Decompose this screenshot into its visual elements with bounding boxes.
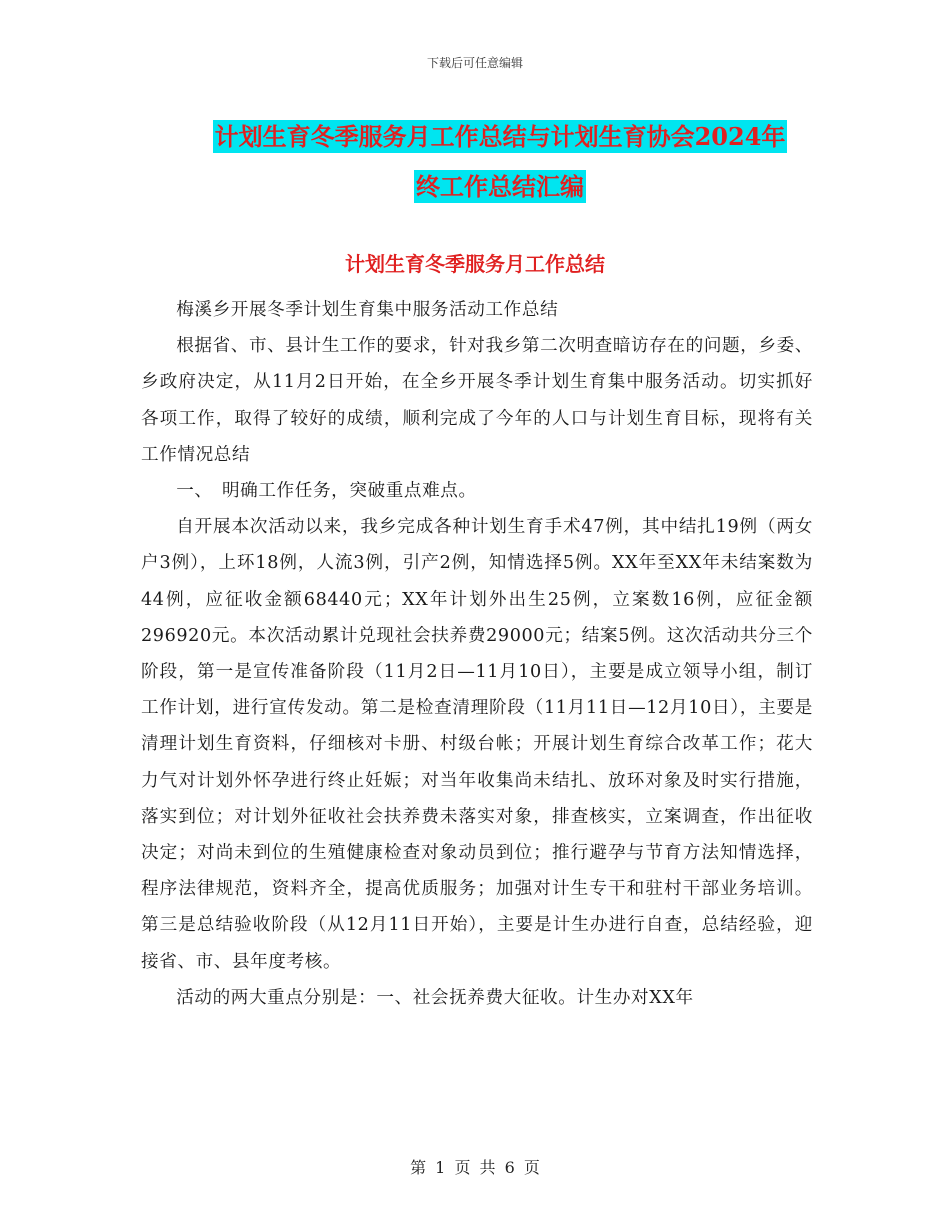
paragraph-heading-1: 一、 明确工作任务，突破重点难点。 (176, 481, 477, 502)
body-text (141, 292, 813, 1016)
section-title: 计划生育冬季服务月工作总结 (345, 252, 605, 276)
paragraph-intro: 根据省、市、县计生工作的要求，针对我乡第二次明查暗访存在的问题，乡委、乡政府决定，从11月2日开始，在全乡开展冬季计划生育集中服务活动。切实抓好各项工作，取得了较好的成绩，顺利完成了今年的人口与计划生育目标，现将有关工作情况总结 (141, 336, 813, 465)
paragraph-key-points: 活动的两大重点分别是：一、社会抚养费大征收。计生办对XX年 (176, 987, 694, 1008)
page-number-footer: 第 1 页 共 6 页 (410, 1158, 540, 1177)
header-note: 下载后可任意编辑 (426, 56, 523, 70)
document-title-line-2: 终工作总结汇编 (416, 172, 584, 201)
paragraph-subtitle: 梅溪乡开展冬季计划生育集中服务活动工作总结 (176, 300, 559, 320)
paragraph-details: 自开展本次活动以来，我乡完成各种计划生育手术47例，其中结扎19例（两女户3例），上环18例，人流3例，引产2例，知情选择5例。XX年至XX年未结案数为44例，应征收金额68440元；XX年计划外出生25例，立案数16例，应征金额296920元。本次活动累计兑现社会扶养费29000元；结案5例。这次活动共分三个阶段，第一是宣传准备阶段（11月2日—11月10日），主要是成立领导小组，制订工作计划，进行宣传发动。第二是检查清理阶段（11月11日—12月10日），主要是清理计划生育资料，仔细核对卡册、村级台帐；开展计划生育综合改革工作；花大力气对计划外怀孕进行终止妊娠；对当年收集尚未结扎、放环对象及时实行措施，落实到位；对计划外征收社会扶养费未落实对象，排查核实，立案调查，作出征收决定；对尚未到位的生殖健康检查对象动员到位；推行避孕与节育方法知情选择，程序法律规范，资料齐全，提高优质服务；加强对计生专干和驻村干部业务培训。第三是总结验收阶段（从12月11日开始），主要是计生办进行自查，总结经验，迎接省、市、县年度考核。 (141, 517, 813, 972)
document-title-line-1: 计划生育冬季服务月工作总结与计划生育协会2024年 (214, 122, 786, 151)
document-title (120, 112, 880, 212)
